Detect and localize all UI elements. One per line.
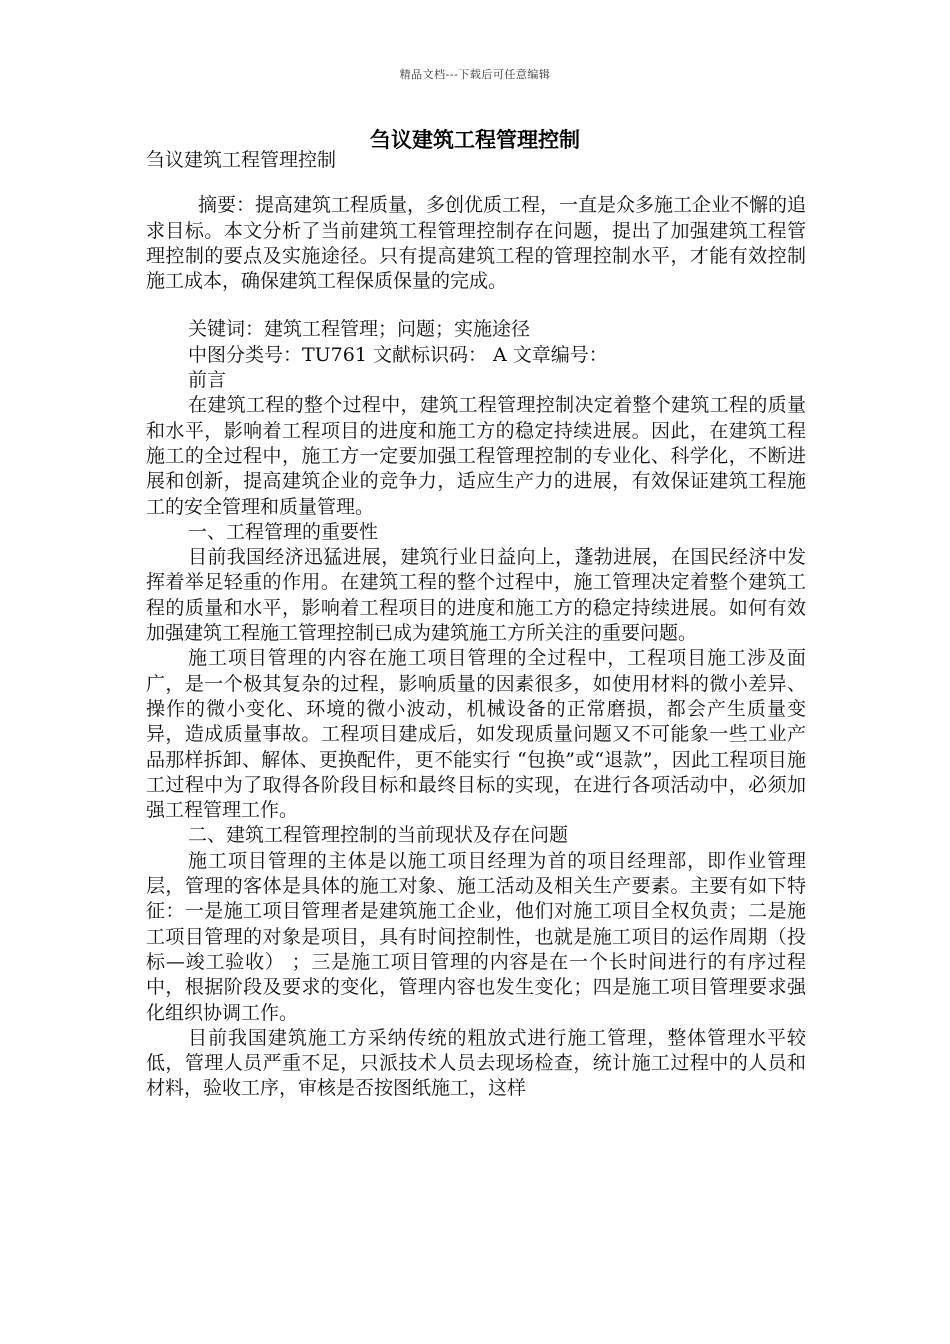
section1-heading: 一、工程管理的重要性 bbox=[188, 520, 379, 543]
section2-paragraph-1: 施工项目管理的主体是以施工项目经理为首的项目经理部，即作业管理层，管理的客体是具体的施工对象、施工活动及相关生产要素。主要有如下特征：一是施工项目管理者是建筑施工企业，他们对施工项目全权负责；二是施工项目管理的对象是项目，具有时间控制性，也就是施工项目的运作周期（投标—竣工验收） ；三是施工项目管理的内容是在一个长时间进行的有序过程中，根据阶段及要求的变化，管理内容也发生变化；四是施工项目管理要求强化组织协调工作。 bbox=[146, 849, 806, 1024]
section2-heading: 二、建筑工程管理控制的当前现状及存在问题 bbox=[188, 824, 569, 847]
abstract-paragraph: 摘要：提高建筑工程质量，多创优质工程，一直是众多施工企业不懈的追求目标。本文分析了当前建筑工程管理控制存在问题，提出了加强建筑工程管理控制的要点及实施途径。只有提高建筑工程的管理控制水平，才能有效控制施工成本，确保建筑工程保质保量的完成。 bbox=[146, 194, 807, 293]
classification-line: 中图分类号：TU761 文献标识码： A 文章编号： bbox=[188, 343, 608, 366]
document-title: 刍议建筑工程管理控制 bbox=[370, 127, 580, 152]
document-subtitle: 刍议建筑工程管理控制 bbox=[146, 149, 337, 171]
section2-paragraph-2: 目前我国建筑施工方采纳传统的粗放式进行施工管理，整体管理水平较低，管理人员严重不足，只派技术人员去现场检查，统计施工过程中的人员和材料，验收工序，审核是否按图纸施工，这样 bbox=[146, 1026, 806, 1100]
preface-heading: 前言 bbox=[188, 369, 227, 392]
header-note: 精品文档---下载后可任意编辑 bbox=[399, 68, 551, 81]
section1-paragraph-1: 目前我国经济迅猛进展，建筑行业日益向上，蓬勃进展，在国民经济中发挥着举足轻重的作用。在建筑工程的整个过程中，施工管理决定着整个建筑工程的质量和水平，影响着工程项目的进度和施工方的稳定持续进展。如何有效加强建筑工程施工管理控制已成为建筑施工方所关注的重要问题。 bbox=[146, 546, 806, 645]
preface-paragraph: 在建筑工程的整个过程中，建筑工程管理控制决定着整个建筑工程的质量和水平，影响着工程项目的进度和施工方的稳定持续进展。因此，在建筑工程施工的全过程中，施工方一定要加强工程管理控制的专业化、科学化，不断进展和创新，提高建筑企业的竞争力，适应生产力的进展，有效保证建筑工程施工的安全管理和质量管理。 bbox=[146, 394, 806, 518]
section1-paragraph-2: 施工项目管理的内容在施工项目管理的全过程中，工程项目施工涉及面广，是一个极其复杂的过程，影响质量的因素很多，如使用材料的微小差异、操作的微小变化、环境的微小波动，机械设备的正常磨损，都会产生质量变异，造成质量事故。工程项目建成后，如发现质量问题又不可能象一些工业产品那样拆卸、解体、更换配件，更不能实行 “包换”或“退款”，因此工程项目施工过程中为了取得各阶段目标和最终目标的实现，在进行各项活动中，必须加强工程管理工作。 bbox=[146, 647, 806, 822]
keywords-line: 关键词：建筑工程管理；问题；实施途径 bbox=[188, 318, 531, 341]
document-body bbox=[146, 148, 806, 1102]
